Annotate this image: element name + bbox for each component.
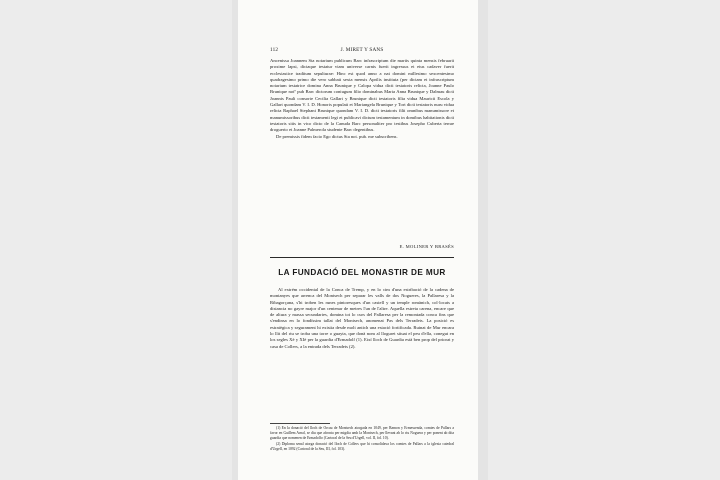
document-transcription — [270, 58, 454, 140]
footnote-2: (2) Diploma senal atorga donació del lloch de Collers que hi consolidava los comtes de Pallars a la iglesia catedral d'Urgell, en 1092 (Cartoral de la Seu, III, fol. 103). — [270, 441, 454, 451]
book-page — [238, 0, 478, 480]
page-number: 112 — [270, 47, 279, 53]
footnote-1: (1) En la donació del lloch de Orcau de Montsech atorgada en 1049, per Ramon y Ermessenda, comtes de Pallars a favor en Guillem Arnal, se diu que afronta per migdia amb la Montsech, per llevant ab lo riu Noguera y per ponent ab dita guardia que nomenen de Ermadolfo (Cartoral de la Seu d'Urgell, vol. II, fol. 10). — [270, 426, 454, 440]
footnote-divider — [270, 423, 330, 424]
section-divider — [270, 257, 454, 258]
article-title: LA FUNDACIÓ DEL MONASTIR DE MUR — [278, 268, 446, 277]
transcription-closing: De premissis fidem facio Ego dictus Sta not. pub. me subscribens. — [276, 133, 398, 139]
footnotes — [270, 426, 454, 453]
running-head: J. MIRET Y SANS — [340, 47, 384, 53]
article-body — [270, 287, 454, 350]
author-signature: E. MOLINER Y BRASÉS — [399, 244, 454, 249]
article-paragraph: Al extrém occidental de la Conca de Tremp, y en lo cim d'una estribació de la cadena de montanyes que arrenca del Montsech per separar les valls de dos Nogueres, la Pallaresa y la Ribagorçana, s'hi troben les runes pintoresques d'un castell y un temple romànich, col·locats a distancia no gayre major d'un centenar de metres l'un de l'altre. Aquella estreta carena, encare que de altura y massa secundaries, domina tot lo curs del Pallaresa per la remontada conca fins que s'endinsa en lo fondíssim tallat del Montsech, anomenat Pas dels Terradets. La posició es estratègica y segurament hi existia desde molt antich una estació fortificada. Ruinat de Mur encara lo llit del riu se troba una torre o guayta, que donà nom al lloguret situat el peu d'ella, conegut en los segles Xè y XIè per la guardia d'Ermadolf (1). Eixí lloch de Guardia està ben prop del priorat y casa de Collers, a la entrada dels Terradets (2). — [270, 287, 454, 349]
transcription-paragraph: Ancenissa Joannem Sta notarium publicum Barc infrascriptum die martis quinta mensis februarii proxime lapsi, dictaque testatur viam universe carnis fuerit ingressus et eius cadaver fuerit ecclesiastice traditum sepulturae: Hinc est quod anno a nat domini millesimo sexcentesimo quadragesimo primo die vero sabbati sexta mensis Aprilis instituta (per dictam et infrascriptum notarium testatrice domina Anna Brunique y Calopa vidua dicti testatoris relicta, Joanne Paulo Brunique notº pub Barc dictorum coniugum filio dominabus Maria Anna Brunique y Dalmau dicti Joannis Pauli consorte Cecilia Gallart y Brunique dicti testatoris filia vidua Mauricii Escola y Gallart quondam V. I. D. Honoris populati et Mariangela Brunique y Tort dicti testatoris nuru vidua relicta Raphael Stephani Brunique quondam V. I. D. dicti testatoris filii omnibus manumissore et manumissoribus dicti testamenti legi et publicavi dictum testamentum in domibus habitationis dicti testatoris sitis in vico dicto de la Canuda Barc personaliter pro testibus Josepho Cuberta terrae droguerio et Joanne Palmerola studente Barc degentibus. — [270, 58, 454, 133]
